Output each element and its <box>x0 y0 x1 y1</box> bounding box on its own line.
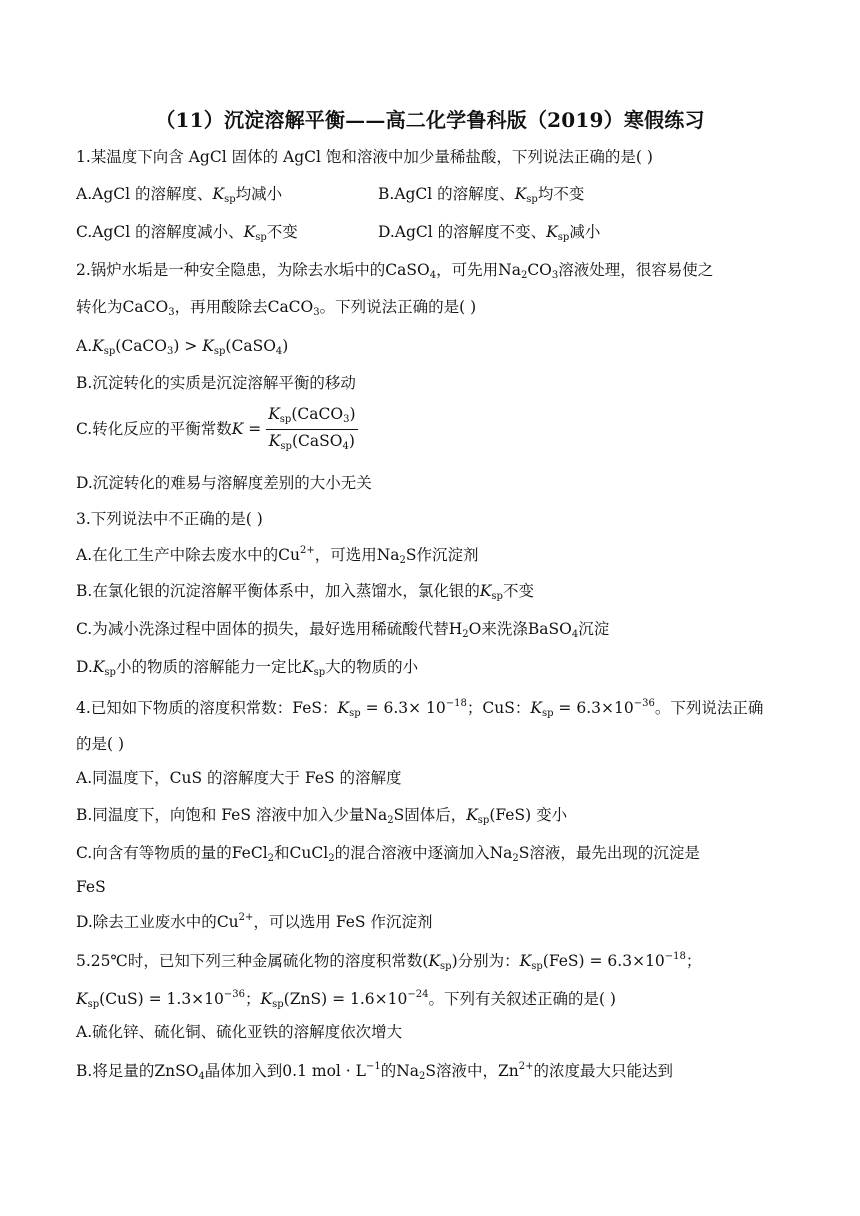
q4-stem-line2: 的是( ) <box>76 735 125 753</box>
q1-option-c[interactable]: C.AgCl 的溶解度减小、$K_{sp}$不变 <box>76 223 298 243</box>
q4-option-a[interactable]: A.同温度下，CuS 的溶解度大于 FeS 的溶解度 <box>76 769 402 787</box>
q5-option-b[interactable]: B.将足量的ZnSO$_4$晶体加入到0.1 mol · $L^{-1}$的$Na_2S$溶液中，$Zn^{2+}$的浓度最大只能达到 <box>76 1061 674 1082</box>
q1-option-b[interactable]: B.AgCl 的溶解度、$K_{sp}$均不变 <box>378 185 585 205</box>
q4-stem-line1: 4.已知如下物质的溶度积常数：FeS：$K_{sp} = 6.3\times 10^{-18}$；CuS：$K_{sp} = 6.3\times 10^{-36}$。下列说法正确 <box>76 698 764 719</box>
q2-stem-line2: 转化为CaCO$_3$，再用酸除去CaCO$_3$。下列说法正确的是( ) <box>76 298 477 318</box>
q5-stem-line2: $K_{sp}(CuS) = 1.3\times 10^{-36}$；$K_{sp}(ZnS) = 1.6\times 10^{-24}$。下列有关叙述正确的是( ) <box>76 989 616 1010</box>
q1-option-d[interactable]: D.AgCl 的溶解度不变、$K_{sp}$减小 <box>378 223 601 243</box>
q5-option-a[interactable]: A.硫化锌、硫化铜、硫化亚铁的溶解度依次增大 <box>76 1023 403 1041</box>
q3-option-c[interactable]: C.为减小洗涤过程中固体的损失，最好选用稀硫酸代替$H_2O$来洗涤BaSO$_4$沉淀 <box>76 620 610 640</box>
q3-option-a[interactable]: A.在化工生产中除去废水中的$Cu^{2+}$，可选用$Na_2S$作沉淀剂 <box>76 545 479 566</box>
q2-stem-line1: 2.锅炉水垢是一种安全隐患，为除去水垢中的CaSO$_4$，可先用$Na_2CO_3$溶液处理，很容易使之 <box>76 261 714 281</box>
q1-stem: 1.某温度下向含 AgCl 固体的 AgCl 饱和溶液中加少量稀盐酸，下列说法正确的是( ) <box>76 148 653 166</box>
page-title: （11）沉淀溶解平衡——高二化学鲁科版（2019）寒假练习 <box>155 108 705 132</box>
q2-option-b[interactable]: B.沉淀转化的实质是沉淀溶解平衡的移动 <box>76 374 356 392</box>
q2-option-d[interactable]: D.沉淀转化的难易与溶解度差别的大小无关 <box>76 474 372 492</box>
q3-stem: 3.下列说法中不正确的是( ) <box>76 510 263 528</box>
q2-option-c[interactable]: C.转化反应的平衡常数K = $\frac{K_{sp}(CaCO_3)}{K_{sp}(CaSO_4)}$ <box>76 405 356 452</box>
q4-option-c[interactable]: C.向含有等物质的量的FeCl$_2$和CuCl$_2$的混合溶液中逐滴加入$Na_2S$溶液，最先出现的沉淀是 <box>76 844 700 864</box>
q3-option-b[interactable]: B.在氯化银的沉淀溶解平衡体系中，加入蒸馏水，氯化银的$K_{sp}$不变 <box>76 582 534 602</box>
q4-option-b[interactable]: B.同温度下，向饱和 FeS 溶液中加入少量$Na_2S$固体后，$K_{sp}(FeS)$ 变小 <box>76 806 568 826</box>
q2-option-a[interactable]: $A.K_{sp}(CaCO_3)$ > $K_{sp}(CaSO_4)$ <box>76 337 289 357</box>
q4-option-c-cont: FeS <box>76 878 106 896</box>
q3-option-d[interactable]: $D.K_{sp}$小的物质的溶解能力一定比$K_{sp}$大的物质的小 <box>76 658 419 678</box>
q1-option-a[interactable]: A.AgCl 的溶解度、$K_{sp}$均减小 <box>76 185 283 205</box>
q5-stem-line1: 5.25℃时，已知下列三种金属硫化物的溶度积常数$(K_{sp})$分别为：$K_{sp}(FeS) = 6.3\times 10^{-18}$； <box>76 951 702 972</box>
q4-option-d[interactable]: D.除去工业废水中的$Cu^{2+}$，可以选用 FeS 作沉淀剂 <box>76 912 433 931</box>
ksp-ratio-fraction: $\frac{K_{sp}(CaCO_3)}{K_{sp}(CaSO_4)}$ <box>268 405 356 452</box>
